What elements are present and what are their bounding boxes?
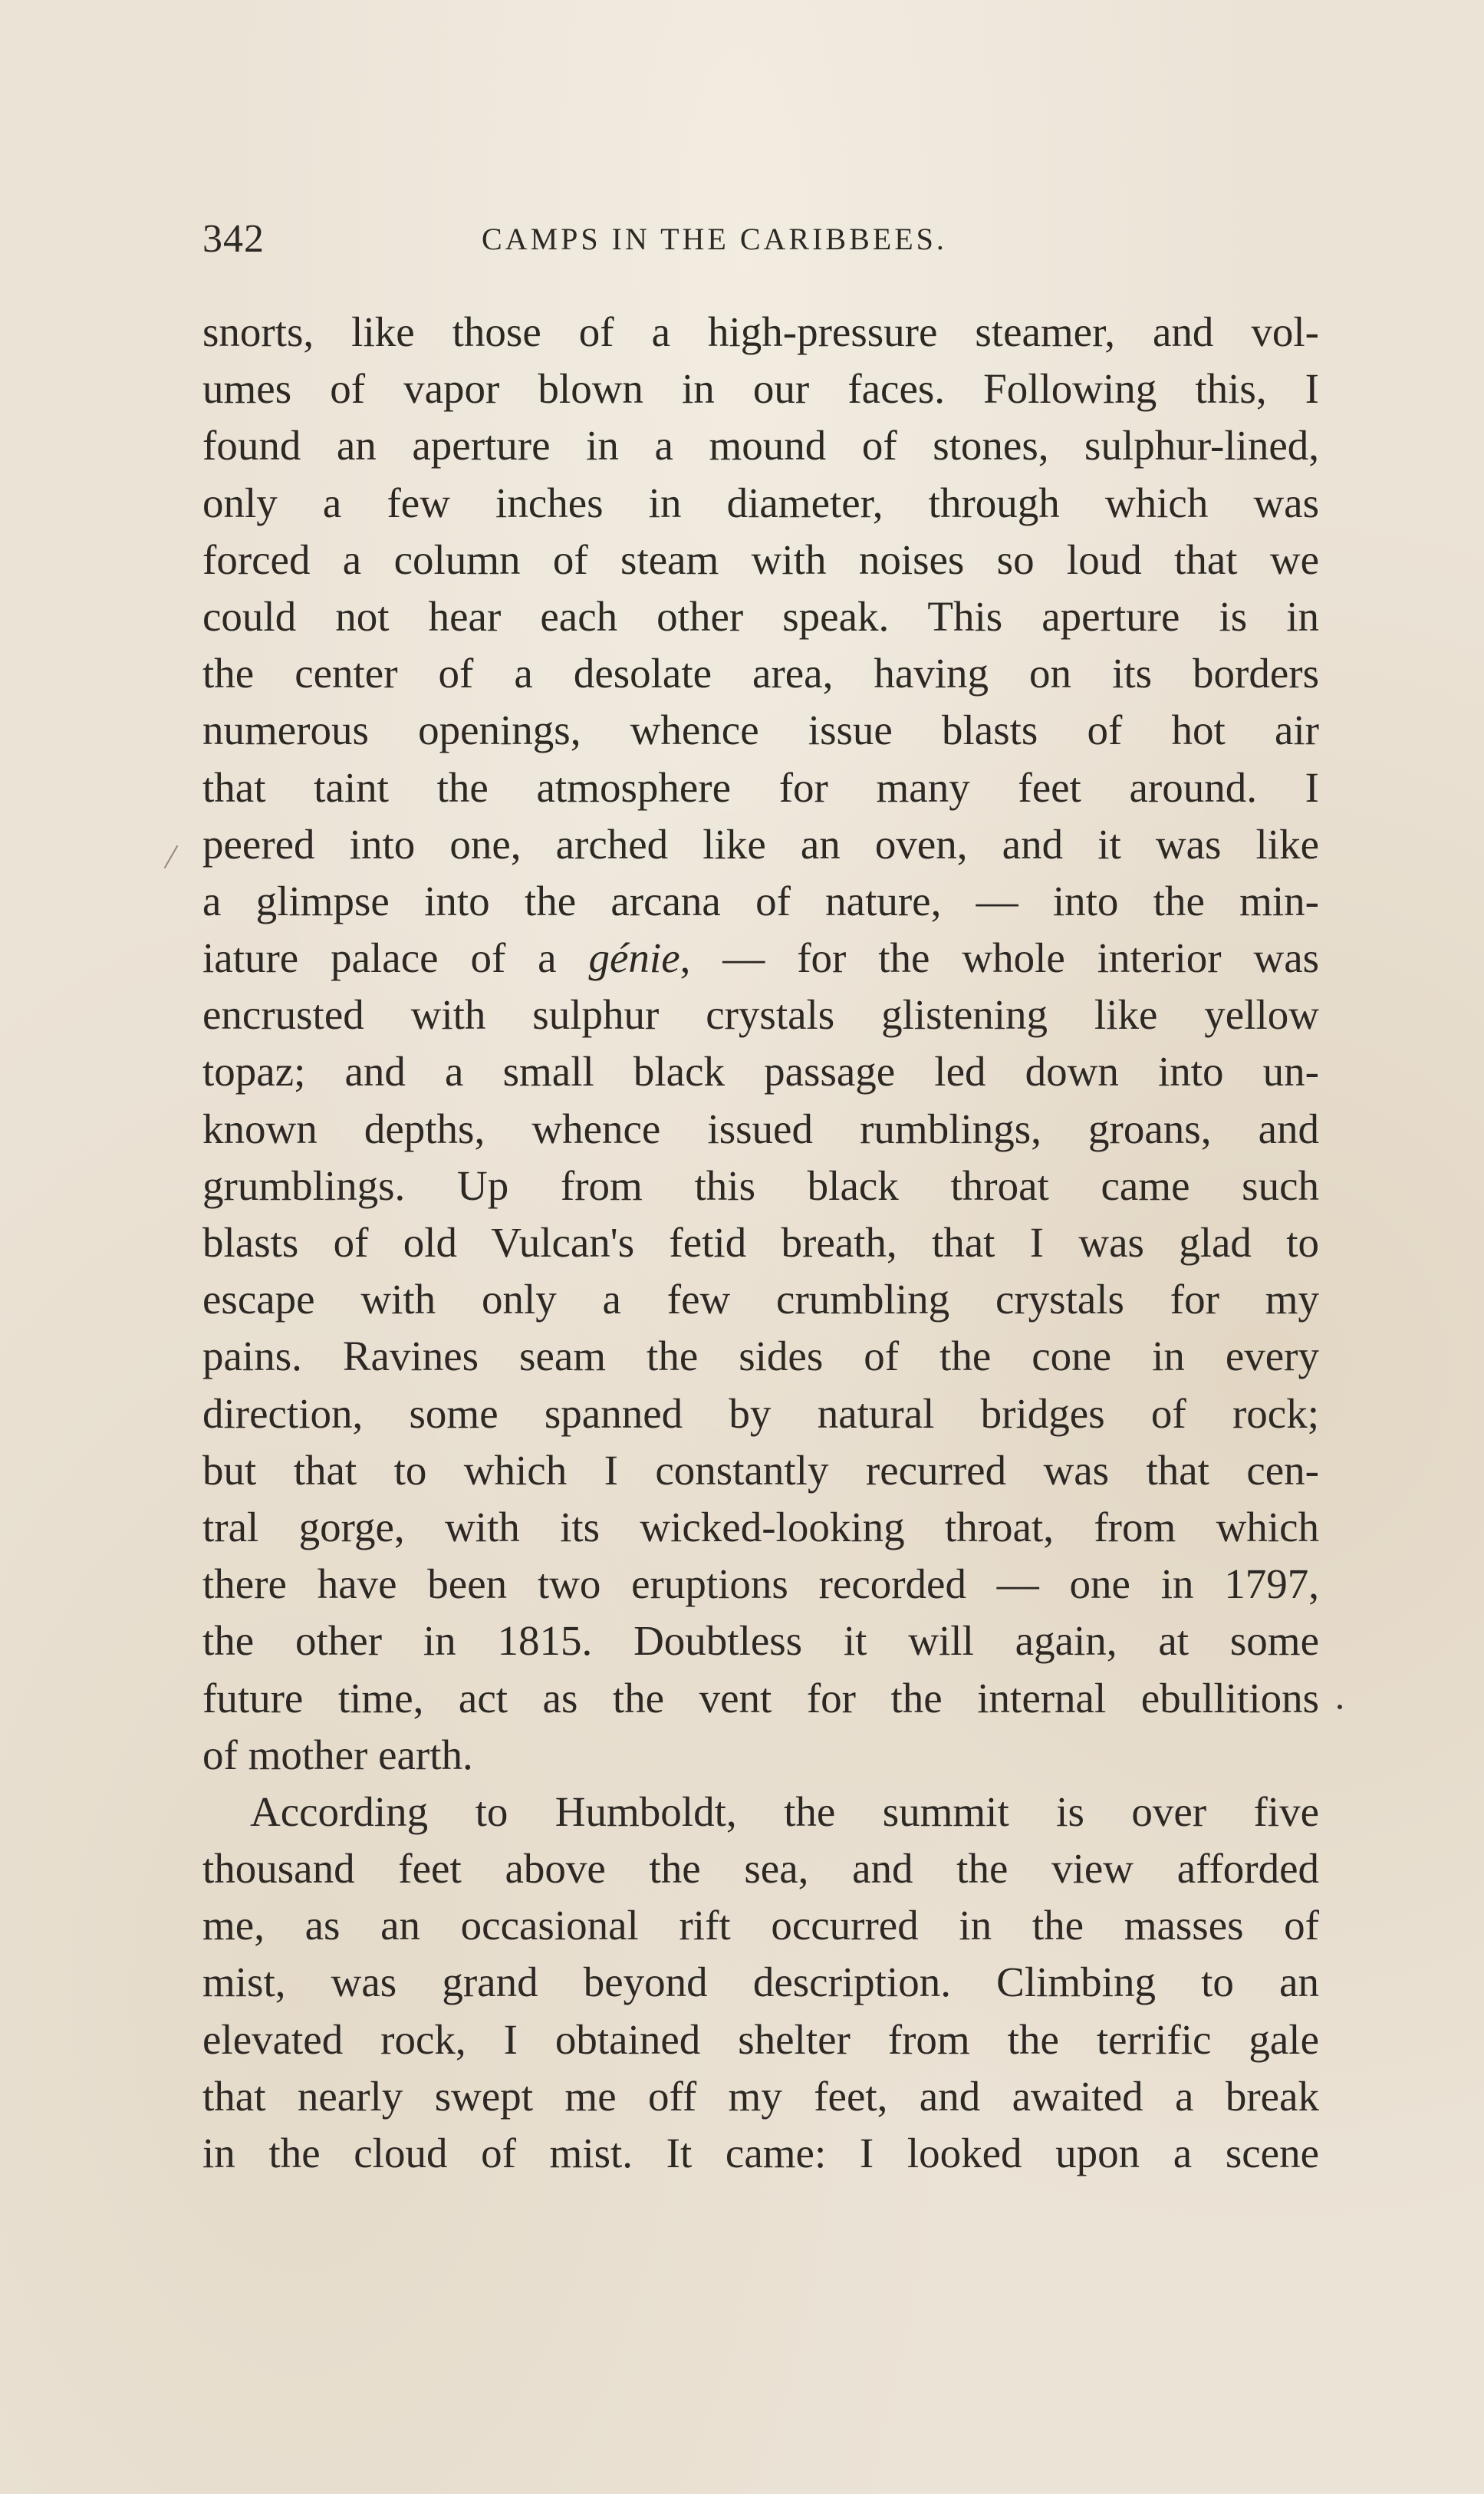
text-line: iature palace of a génie, — for the whole interior was — [202, 934, 1319, 982]
text-line: topaz; and a small black passage led down into un- — [202, 1048, 1319, 1095]
text-line: the center of a desolate area, having on its borders — [202, 650, 1319, 697]
text-line: mist, was grand beyond description. Climbing to an — [202, 1959, 1319, 2006]
text-line: umes of vapor blown in our faces. Following this, I — [202, 365, 1319, 413]
text-line: forced a column of steam with noises so loud that we — [202, 535, 1319, 583]
text-line: escape with only a few crumbling crystals for my — [202, 1276, 1319, 1323]
italic-word: génie — [588, 934, 680, 982]
text-line: that nearly swept me off my feet, and awaited a break — [202, 2072, 1319, 2120]
text-line: in the cloud of mist. It came: I looked upon a scene — [202, 2130, 1319, 2176]
text-line: grumblings. Up from this black throat came such — [202, 1161, 1319, 1209]
paragraph — [202, 304, 1319, 1784]
margin-pencil-mark — [164, 845, 179, 868]
margin-ink-dot — [1338, 1705, 1342, 1709]
text-line: but that to which I constantly recurred was that cen- — [202, 1446, 1319, 1494]
text-line: known depths, whence issued rumblings, groans, and — [202, 1105, 1319, 1152]
body-text — [202, 304, 1319, 2182]
text-line: of mother earth. — [202, 1731, 473, 1778]
paragraph — [202, 1784, 1319, 2182]
text-line: direction, some spanned by natural bridges of rock; — [202, 1389, 1319, 1437]
running-title: CAMPS IN THE CARIBBEES. — [482, 222, 947, 256]
text-line: future time, act as the vent for the internal ebullitions — [202, 1674, 1319, 1721]
text-line: thousand feet above the sea, and the view afforded — [202, 1845, 1319, 1893]
page-number: 342 — [202, 217, 265, 261]
text-line: tral gorge, with its wicked-looking throat, from which — [202, 1503, 1319, 1550]
text-line: found an aperture in a mound of stones, sulphur-lined, — [202, 422, 1319, 469]
text-line: there have been two eruptions recorded — one in 1797, — [202, 1560, 1319, 1608]
text-line: the other in 1815. Doubtless it will again, at some — [202, 1617, 1319, 1665]
text-line: blasts of old Vulcan's fetid breath, that I was glad to — [202, 1219, 1319, 1266]
text-line: elevated rock, I obtained shelter from the terrific gale — [202, 2015, 1319, 2063]
text-line: could not hear each other speak. This aperture is in — [202, 592, 1319, 640]
text-line: numerous openings, whence issue blasts of hot air — [202, 707, 1319, 754]
text-line: a glimpse into the arcana of nature, — into the min- — [202, 877, 1319, 924]
text-line: that taint the atmosphere for many feet around. I — [202, 763, 1319, 811]
text-line: pains. Ravines seam the sides of the cone in every — [202, 1333, 1319, 1380]
text-line: snorts, like those of a high-pressure steamer, and vol- — [202, 308, 1319, 355]
running-head — [202, 209, 1319, 270]
text-line: peered into one, arched like an oven, and it was like — [202, 820, 1319, 868]
text-line: According to Humboldt, the summit is over five — [250, 1787, 1319, 1835]
text-line: only a few inches in diameter, through which was — [202, 479, 1319, 526]
text-line: me, as an occasional rift occurred in the masses of — [202, 1902, 1319, 1949]
text-line: encrusted with sulphur crystals glistening like yellow — [202, 991, 1319, 1039]
